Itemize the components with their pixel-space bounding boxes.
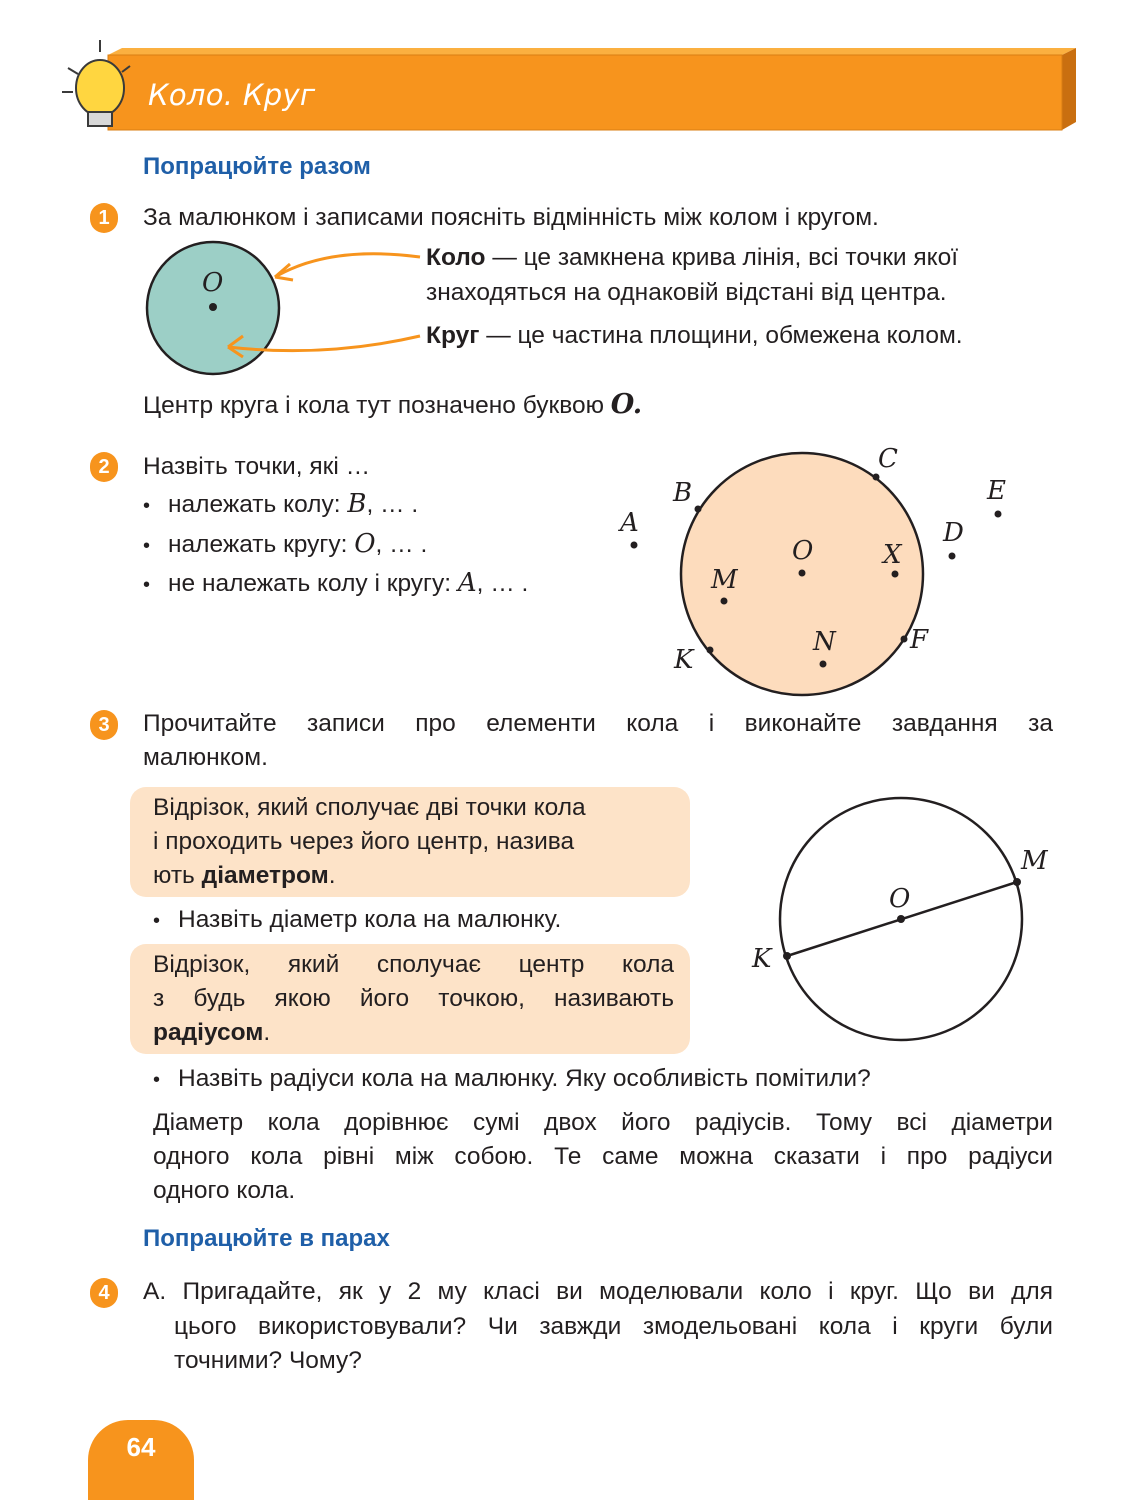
label-m: M: [1021, 846, 1048, 876]
task2-bullet-1: • належать колу: B, … .: [143, 489, 419, 519]
label-n: N: [813, 627, 836, 657]
box1-line3: [153, 859, 336, 892]
point-f: [901, 636, 908, 643]
task2-bullet-2: • належать кругу: O, … .: [143, 529, 428, 559]
task-badge-2: 2: [90, 452, 118, 482]
task-badge-3: 3: [90, 710, 118, 740]
term-radius: радіусом: [153, 1019, 264, 1046]
task3-para-line2: одного кола рівні між собою. Те саме можна сказати і про радіуси: [153, 1143, 1053, 1170]
label-b: B: [673, 478, 693, 508]
task3-bullet-1: • Назвіть діаметр кола на малюнку.: [153, 906, 562, 933]
bullet-text: Назвіть діаметр кола на малюнку.: [178, 906, 562, 933]
point-b: [695, 506, 702, 513]
point-a: [631, 542, 638, 549]
task-badge-4: 4: [90, 1278, 118, 1308]
box2-line1: Відрізок, який сполучає центр кола: [153, 951, 674, 978]
label-e: E: [987, 476, 1006, 506]
label-o: O: [792, 536, 814, 566]
bullet-letter: A: [457, 568, 477, 598]
def-circle-text: — це замкнена крива лінія, всі точки якої: [485, 244, 959, 271]
task3-bullet-2: • Назвіть радіуси кола на малюнку. Яку особливість помітили?: [153, 1065, 871, 1092]
def-disk: [426, 319, 963, 352]
task4-line2: цього використовували? Чи завжди змодельовані кола і круги були: [174, 1313, 1053, 1340]
term-circle: Коло: [426, 244, 486, 271]
task3-text-line2: малюнком.: [143, 744, 268, 771]
label-o: O: [889, 884, 911, 914]
point-c: [873, 474, 880, 481]
bullet-text: належать колу:: [168, 491, 348, 518]
bullet-text: не належать колу і кругу:: [168, 570, 458, 597]
bullet-tail: , … .: [366, 491, 419, 518]
label-x: X: [883, 540, 902, 570]
center-note-text: Центр круга і кола тут позначено буквою: [143, 392, 611, 419]
label-d: D: [943, 518, 964, 548]
bullet-letter: B: [347, 489, 367, 519]
box1-pre: ють: [153, 862, 202, 889]
box2-line2: з будь якою його точкою, називають: [153, 985, 674, 1012]
task4-line1: А. Пригадайте, як у 2 му класі ви моделювали коло і круг. Що ви для: [143, 1278, 1053, 1305]
bullet-tail: , … .: [375, 531, 428, 558]
bullet-letter: O: [354, 529, 376, 559]
def-disk-text: — це частина площини, обмежена колом.: [479, 322, 963, 349]
bullet-text: Назвіть радіуси кола на малюнку. Яку особливість помітили?: [178, 1065, 871, 1092]
bullet-text: належать кругу:: [168, 531, 355, 558]
label-k: K: [674, 645, 694, 675]
label-a: A: [620, 508, 639, 538]
box2-dot: .: [263, 1019, 271, 1046]
page-number: 64: [126, 1432, 156, 1462]
def-circle-line1: [426, 241, 958, 274]
box1-line2: і проходить через його центр, назива: [153, 828, 575, 855]
point-k: [707, 647, 714, 654]
center-note-letter: O.: [610, 389, 643, 420]
label-k: K: [752, 944, 772, 974]
task4-line3: точними? Чому?: [174, 1347, 362, 1374]
task3-text-line1: Прочитайте записи про елементи кола і виконайте завдання за: [143, 710, 1053, 737]
bullet-tail: , … .: [476, 570, 529, 597]
point-m: [1013, 878, 1021, 886]
circle-disk-figure: [140, 240, 440, 380]
task3-para-line1: Діаметр кола дорівнює сумі двох його радіусів. Тому всі діаметри: [153, 1109, 1053, 1136]
point-k: [783, 952, 791, 960]
point-d: [949, 553, 956, 560]
point-m: [721, 598, 728, 605]
term-diameter: діаметром: [201, 862, 329, 889]
term-disk: Круг: [426, 322, 480, 349]
point-e: [995, 511, 1002, 518]
points-circle-figure: [600, 440, 1040, 710]
task1-text: За малюнком і записами поясніть відмінність між колом і кругом.: [143, 204, 879, 231]
center-label-o: O: [202, 268, 224, 298]
task-badge-1: 1: [90, 203, 118, 233]
center-note: [143, 388, 642, 422]
point-n: [820, 661, 827, 668]
label-c: C: [878, 444, 898, 474]
point-o: [897, 915, 905, 923]
task2-text: Назвіть точки, які …: [143, 453, 371, 480]
diameter-figure: [740, 790, 1040, 1050]
box1-dot: .: [328, 862, 336, 889]
page-title: Коло. Круг: [148, 78, 316, 112]
section-heading-together: Попрацюйте разом: [143, 153, 371, 180]
def-circle-line2: знаходяться на однаковій відстані від центра.: [426, 279, 947, 306]
task3-para-line3: одного кола.: [153, 1177, 296, 1204]
label-f: F: [910, 625, 929, 655]
section-heading-pairs: Попрацюйте в парах: [143, 1225, 390, 1252]
point-x: [892, 571, 899, 578]
label-m: M: [711, 565, 738, 595]
box1-line1: Відрізок, який сполучає дві точки кола: [153, 794, 586, 821]
task2-bullet-3: • не належать колу і кругу: A, … .: [143, 568, 529, 598]
box2-line3: [153, 1016, 270, 1049]
point-o: [799, 570, 806, 577]
